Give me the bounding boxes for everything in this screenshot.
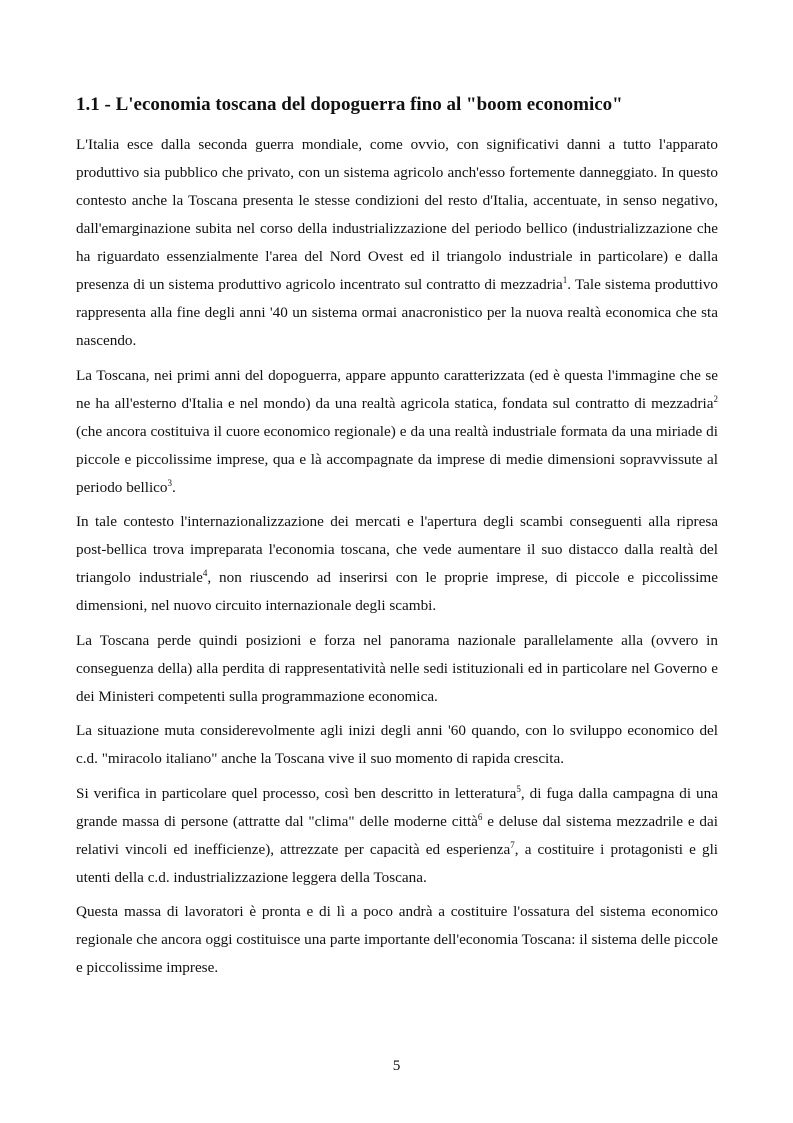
footnote-marker: 5 [516,783,521,794]
paragraph-text: La Toscana perde quindi posizioni e forza nel panorama nazionale parallelamente alla (ovvero in conseguenza della) alla perdita di rappresentatività nelle sedi istituzionali ed in particolare nel Governo e dei Ministeri competenti sulla programmazione economica. [76,631,718,705]
paragraph-text: Questa massa di lavoratori è pronta e di lì a poco andrà a costituire l'ossatura del sistema economico regionale che ancora oggi costituisce una parte importante dell'economia Toscana: il sistema delle piccole e piccolissime imprese. [76,903,718,976]
paragraph [76,898,718,982]
body-text [76,131,718,989]
footnote-marker: 3 [167,477,173,488]
section-heading: 1.1 - L'economia toscana del dopoguerra fino al "boom economico" [76,94,623,115]
paragraph-text: (che ancora costituiva il cuore economico regionale) e da una realtà industriale formata da una miriade di piccole e piccolissime imprese, qua e là accompagnate da imprese di medie dimensioni sopravvissute al periodo bellico [76,422,718,496]
paragraph [76,780,718,892]
paragraph-text: L'Italia esce dalla seconda guerra mondiale, come ovvio, con significativi danni a tutto l'apparato produttivo sia pubblico che privato, con un sistema agricolo anch'esso fortemente danneggiato. In questo contesto anche la Toscana presenta le stesse condizioni del resto d'Italia, accentuate, in senso negativo, dall'emarginazione subita nel corso della industrializzazione del periodo bellico (industrializzazione che ha riguardato essenzialmente l'area del Nord Ovest ed il triangolo industriale in particolare) e dalla presenza di un sistema produttivo agricolo incentrato sul contratto di mezzadria [76,136,718,293]
footnote-marker: 6 [477,811,483,822]
paragraph-text: , di fuga dalla campagna di una grande massa di persone (attratte dal "clima" delle moderne città [76,784,718,830]
footnote-marker: 1 [562,275,568,285]
paragraph-text: In tale contesto l'internazionalizzazione dei mercati e l'apertura degli scambi conseguenti alla ripresa post-bellica trova impreparata l'economia toscana, che vede aumentare il suo distacco dalla realtà del triangolo industriale [76,513,718,586]
paragraph-text: e deluse dal sistema mezzadrile e dai relativi vincoli ed inefficienze), attrezzate per capacità ed esperienza [76,812,718,858]
footnote-marker: 7 [510,839,515,850]
footnote-marker: 2 [713,393,718,404]
paragraph-text: . Tale sistema produttivo rappresenta alla fine degli anni '40 un sistema ormai anacronistico per la nuova realtà economica che sta nascendo. [76,276,719,349]
paragraph-text: La situazione muta considerevolmente agli inizi degli anni '60 quando, con lo sviluppo economico del c.d. "miracolo italiano" anche la Toscana vive il suo momento di rapida crescita. [76,722,718,767]
paragraph [76,131,718,355]
footnote-marker: 4 [202,568,208,578]
paragraph [76,362,718,502]
paragraph-text: , a costituire i protagonisti e gli utenti della c.d. industrializzazione leggera della Toscana. [76,840,719,886]
paragraph-text: Si verifica in particolare quel processo, così ben descritto in letteratura [76,784,517,802]
page-number: 5 [392,1057,401,1074]
paragraph-text: . [172,478,176,496]
paragraph [76,627,718,711]
paragraph-text: La Toscana, nei primi anni del dopoguerra, appare appunto caratterizzata (ed è questa l'immagine che se ne ha all'esterno d'Italia e nel mondo) da una realtà agricola statica, fondata sul contratto di mezzadria [76,366,718,412]
paragraph [76,508,718,620]
paragraph [76,717,718,773]
paragraph-text: , non riuscendo ad inserirsi con le proprie imprese, di piccole e piccolissime dimensioni, nel nuovo circuito internazionale degli scambi. [76,569,718,614]
